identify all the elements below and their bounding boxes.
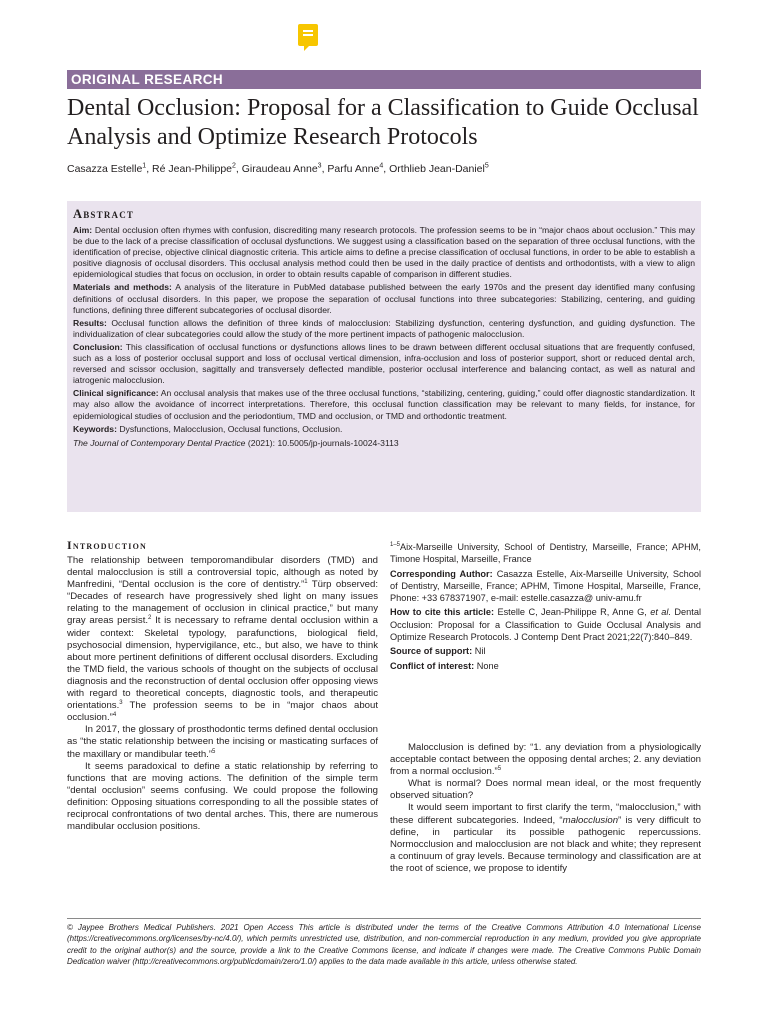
malocclusion-paragraph-1 [390, 742, 701, 778]
affiliation-mark: 1–5 [390, 541, 401, 548]
author-name: Orthlieb Jean-Daniel [389, 163, 485, 175]
abstract-keywords-text: Dysfunctions, Malocclusion, Occlusal functions, Occlusion. [119, 423, 343, 434]
intro-paragraph-3: It seems paradoxical to define a static relationship by referring to functions that are moving actions. The definition of the simple term “dental occlusion” seems confusing. We could propose the following definition: Opposing situations corresponding to all the possible states of reciprocal confrontations of two dental arches. This, there are numerous mandibular occlusion positions. [67, 760, 378, 833]
abstract-aim [73, 225, 695, 280]
citation-mark[interactable]: 2 [148, 615, 152, 622]
abstract-results [73, 318, 695, 340]
cite-text: Estelle C, Jean-Philippe R, Anne G, [497, 607, 647, 618]
cite-label: How to cite this article: [390, 607, 495, 618]
intro-paragraph-2 [67, 724, 378, 760]
abstract-results-label: Results: [73, 317, 107, 328]
conflict-of-interest [390, 660, 701, 672]
abstract-methods-text: A analysis of the literature in PubMed database published between the early 1970s and the present day identified many confusing definitions of occlusal disorders. In this paper, we propose the separation of occlusal functions into three subcategories: Stabilizing, centering, and guiding functions, defining three different subcategories of occlusal disorder. [73, 282, 696, 315]
introduction-heading: Introduction [67, 538, 147, 552]
abstract-keywords-label: Keywords: [73, 423, 117, 434]
citation-mark[interactable]: 3 [119, 699, 123, 706]
abstract-keywords [73, 424, 695, 435]
intro-text: The relationship between temporomandibular disorders (TMD) and dental malocclusion is still a controversial topic, although as noted by Manfredini, “Dental occlusion is the core of dentistry.” [67, 555, 378, 591]
cite-etal: et al. [650, 607, 671, 618]
left-column [67, 538, 378, 833]
cite-text: Dental Occlusion: Proposal for a Classification to Guide Occlusal Analysis and Optimize Research Protocols. J Contemp Dent Pract 2021;22(7):840–849. [390, 607, 701, 643]
journal-citation [73, 438, 695, 449]
affiliation-block [390, 541, 701, 674]
comment-icon[interactable] [298, 24, 318, 46]
author-affiliation-mark: 5 [484, 162, 489, 170]
citation-mark[interactable]: 5 [497, 766, 502, 772]
citation-mark[interactable]: 5 [212, 748, 216, 755]
abstract-significance-text: An occlusal analysis that makes use of the three occlusal functions, “stabilizing, centering, guiding,” could offer diagnostic standardization. It may also allow the avoidance of incorrect interpretations. Therefore, this occlusal function classification may be relevant to many fields, for instance, for epidemiological studies of occlusion and the periodontium, TMD and occlusion, or TMD and orthodontic treatment. [73, 388, 695, 421]
corresponding-text: Casazza Estelle, Aix-Marseille University, School of Dentistry, Marseille, France; APHM, Timone Hospital, Marseille, France, Phone: +33 678371907, e-mail: estelle.casazza@ univ-amu.fr [390, 568, 701, 604]
journal-doi: (2021): 10.5005/jp-journals-10024-3113 [247, 437, 399, 448]
intro-text: In 2017, the glossary of prosthodontic terms defined dental occlusion as “the static relationship between the incising or masticating surfaces of the maxillary or mandibular teeth.” [67, 724, 378, 760]
intro-paragraph-1 [67, 555, 378, 724]
conflict-text: None [476, 660, 499, 671]
malocclusion-paragraph-2: What is normal? Does normal mean ideal, or the most frequently observed situation? [390, 778, 701, 802]
intro-text: It is necessary to reframe dental occlusion within a wider context: Skeletal typology, parafunctions, biological field, psychosocial dimension, hypervigilance, etc., but also, we have to think about more pertinent definitions of different occlusal disorders. Excluding the TMD field, the various schools of thought on the subjects of occlusal diagnosis and the reconstruction of dental occlusion offer opposing views with regard to theoretical concepts, diagnostic tools, and therapeutic orientations. [67, 615, 378, 712]
abstract-aim-label: Aim: [73, 225, 93, 235]
author-name: Parfu Anne [327, 163, 380, 175]
author-list: Casazza Estelle$^1$, Ré Jean-Philippe$^2$, Giraudeau Anne$^3$, Parfu Anne$^4$, Orthlieb Jean-Daniel$^5$ [67, 162, 489, 175]
abstract-methods-label: Materials and methods: [73, 282, 172, 293]
author-affiliation-mark: 3 [317, 162, 322, 170]
abstract-conclusion-text: This classification of occlusal functions or dysfunctions allows lines to be drawn between different occlusal situations that are frequently confused, such as a loss of posterior occlusal support and loss of occlusal vertical dimension, infra-occlusion and loss of posterior support, short or reduced dental arch, reversed and scissor occlusion, sagittally and transversely deflected mandible, posterior occlusal interference and balancing contact, as well as natural and iatrogenic malocclusion. [73, 341, 696, 386]
intro-text: The profession seems to be in “major chaos about occlusion.” [67, 700, 378, 724]
affiliation-line: Aix-Marseille University, School of Dentistry, Marseille, France; APHM, Timone Hospital, Marseille, France [390, 542, 701, 565]
author-affiliation-mark: 1 [142, 162, 147, 170]
section-label: ORIGINAL RESEARCH [67, 70, 701, 89]
license-footer: © Jaypee Brothers Medical Publishers. 2021 Open Access This article is distributed under the terms of the Creative Commons Attribution 4.0 International License (https://creativecommons.org/licenses/by-nc/4.0/), which permits unrestricted use, distribution, and non-commercial reproduction in any medium, provided you give appropriate credit to the original author(s) and the source, provide a link to the Creative Commons license, and indicate if changes were made. The Creative Commons Public Domain Dedication waiver (http://creativecommons.org/publicdomain/zero/1.0/) applies to the data made available in this article, unless otherwise stated. [67, 923, 701, 967]
abstract-conclusion [73, 342, 695, 386]
abstract-methods [73, 282, 695, 315]
abstract-significance-label: Clinical significance: [73, 388, 159, 399]
author-affiliation-mark: 4 [379, 162, 384, 170]
body-text: ” is very difficult to define, in particular its possible pathogenic repercussions. Normocclusion and malocclusion are not black and white; they represent a continuum of gray levels. Because terminology and classification are at the root of science, we propose to identify [390, 814, 701, 874]
abstract-heading: Abstract [73, 207, 135, 221]
support-text: Nil [474, 646, 486, 657]
malocclusion-paragraph-3 [390, 802, 701, 875]
body-text: It would seem important to first clarify the term, “malocclusion,” with these different subcategories. Indeed, “ [390, 802, 701, 826]
source-of-support [390, 645, 701, 657]
right-column-body [390, 742, 701, 875]
intro-text: Türp observed: “Decades of research have progressively shed light on many issues relating to the management of occlusion in clinical practice,” but many gray areas persist. [67, 579, 379, 627]
body-italic-term: malocclusion [562, 814, 619, 826]
author-name: Ré Jean-Philippe [152, 163, 233, 175]
citation-mark[interactable]: 1 [304, 579, 308, 585]
abstract-significance [73, 388, 695, 421]
how-to-cite [390, 606, 701, 643]
author-name: Casazza Estelle [67, 163, 143, 175]
footer-divider [67, 918, 701, 919]
journal-name: The Journal of Contemporary Dental Practice [73, 437, 246, 448]
corresponding-label: Corresponding Author: [390, 568, 493, 579]
abstract-results-text: Occlusal function allows the definition of three kinds of malocclusion: Stabilizing dysfunction, centering dysfunction, and guiding dysfunction. The individualization of clear subcategories could allow the study of the more pertinent impacts of pathogenic malocclusion. [73, 317, 695, 339]
abstract-box [67, 201, 701, 512]
author-affiliation-mark: 2 [232, 162, 236, 170]
abstract-aim-text: Dental occlusion often rhymes with confusion, discrediting many research protocols. The profession seems to be in “major chaos about occlusion.” This may be due to the lack of a precise classification of occlusal dysfunctions. We suggest using a classification based on the separation of three occlusal functions, with the identification of precise, objective clinical diagnostic criteria. This article aims to define a precise classification of occlusal functions, in order to be able to establish a positive diagnosis of occlusal disorders. This occlusal analysis method could then be used in the daily practice of dentists and orthodontists, with a view to align epidemiological studies that focus on occlusion, in order to obtain results capable of comparison in different studies. [73, 225, 695, 280]
affiliation-text [390, 541, 701, 566]
support-label: Source of support: [390, 646, 473, 657]
article-title: Dental Occlusion: Proposal for a Classification to Guide Occlusal Analysis and Optimize Research Protocols [67, 95, 699, 150]
corresponding-author [390, 568, 701, 605]
body-text: Malocclusion is defined by: “1. any deviation from a physiologically acceptable contact between the opposing dental arches; 2. any deviation from a normal occlusion.” [390, 742, 701, 778]
conflict-label: Conflict of interest: [390, 660, 475, 671]
citation-mark[interactable]: 4 [112, 712, 117, 719]
abstract-conclusion-label: Conclusion: [73, 341, 123, 352]
author-name: Giraudeau Anne [241, 163, 318, 175]
